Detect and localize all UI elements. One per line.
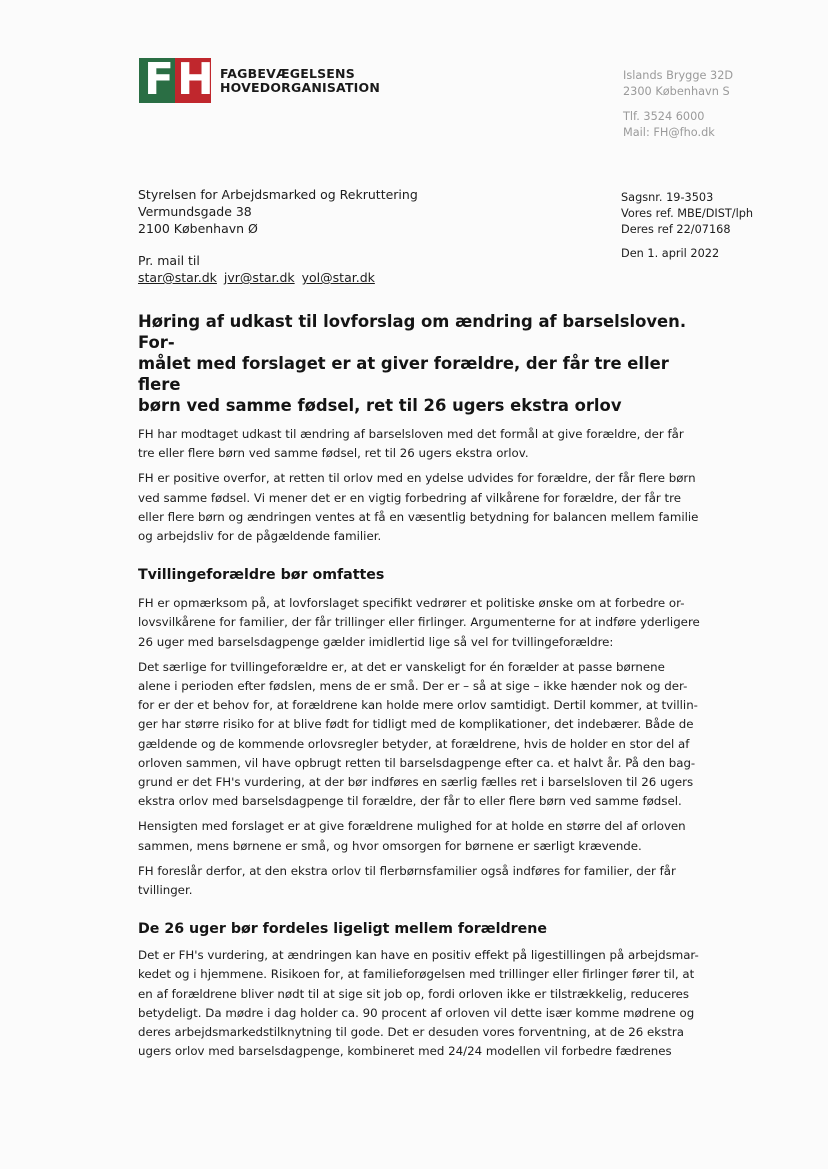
- sender-address: [623, 68, 733, 141]
- recipient-name: Styrelsen for Arbejdsmarked og Rekruttering: [138, 187, 418, 202]
- letter-body: [138, 311, 700, 1061]
- letter-date: Den 1. april 2022: [621, 247, 720, 260]
- document-title: Høring af udkast til lovforslag om ændring af barselsloven. For- målet med forslaget er at giver forældre, der får tre eller flere børn ved samme fødsel, ret til 26 ugers ekstra orlov: [138, 312, 687, 415]
- sender-mail: Mail: FH@fho.dk: [623, 126, 715, 139]
- section-heading-distribution: De 26 uger bør fordeles ligeligt mellem forældrene: [138, 921, 547, 938]
- recipient-address: [138, 186, 418, 286]
- recipient-emails: [138, 269, 418, 286]
- our-reference: Vores ref. MBE/DIST/lph: [621, 207, 754, 220]
- case-references: [621, 190, 753, 262]
- fh-logo-text: [220, 67, 380, 95]
- email-link-jvr[interactable]: jvr@star.dk: [223, 270, 295, 285]
- section2-paragraph-1: Det er FH's vurdering, at ændringen kan have en positiv effekt på ligestillingen på arbejdsmar- kedet og i hjemmene. Risikoen for, at familieforøgelsen med trillinger eller firlinger fører til, at en af forældrene bliver nødt til at sige sit job op, fordi orloven ikke er tilstrækkelig, reduceres betydeligt. Da mødre i dag holder ca. 90 procent af orloven vil dette især komme mødrene og deres arbejdsmarkedstilknytning til gode. Det er desuden vores forventning, at de 26 ekstra ugers orlov med barselsdagpenge, kombineret med 24/24 modellen vil forbedre fædrenes: [138, 948, 699, 1059]
- intro-paragraph-1: FH har modtaget udkast til ændring af barselsloven med det formål at give forældre, der får tre eller flere børn ved samme fødsel, ret til 26 ugers ekstra orlov.: [138, 427, 684, 461]
- fh-logo-mark: F H: [139, 58, 211, 103]
- email-link-star[interactable]: star@star.dk: [138, 270, 217, 285]
- sender-city: 2300 København S: [623, 85, 730, 98]
- section1-paragraph-4: FH foreslår derfor, at den ekstra orlov til flerbørnsfamilier også indføres for familier, der får tvillinger.: [138, 863, 676, 898]
- section-heading-twins: Tvillingeforældre bør omfattes: [138, 567, 385, 584]
- recipient-city: 2100 København Ø: [138, 221, 258, 236]
- case-number: Sagsnr. 19-3503: [621, 191, 714, 204]
- email-link-yol[interactable]: yol@star.dk: [301, 270, 375, 285]
- sender-phone: Tlf. 3524 6000: [623, 110, 705, 123]
- section1-paragraph-1: FH er opmærksom på, at lovforslaget specifikt vedrører et politiske ønske om at forbedre or- lovsvilkårene for familier, der får trillinger eller firlinger. Argumenterne for at indføre yderligere 26 uger med barselsdagpenge gælder imidlertid lige så vel for tvillingeforældre:: [138, 596, 700, 649]
- recipient-via: Pr. mail til: [138, 253, 200, 268]
- sender-street: Islands Brygge 32D: [623, 69, 734, 82]
- recipient-street: Vermundsgade 38: [138, 204, 252, 219]
- logo-line-2: HOVEDORGANISATION: [220, 79, 381, 95]
- section1-paragraph-2: Det særlige for tvillingeforældre er, at det er vanskeligt for én forælder at passe børnene alene i perioden efter fødslen, mens de er små. Der er – så at sige – ikke hænder nok og der- for er der et behov for, at forældrene kan holde mere orlov samtidigt. Dertil kommer, at tvillin- ger har større risiko for at blive født for tidligt med de komplikationer, det indebærer. Både de gældende og de kommende orlovsregler betyder, at forældrene, hvis de holder en stor del af orloven sammen, vil have opbrugt retten til barselsdagpenge efter ca. et halvt år. På den bag- grund er det FH's vurdering, at der bør indføres en særlig fælles ret i barselsloven til 26 ugers ekstra orlov med barselsdagpenge til forældre, der får to eller flere børn ved samme fødsel.: [138, 659, 698, 809]
- section1-paragraph-3: Hensigten med forslaget er at give forældrene mulighed for at holde en større del af orloven sammen, mens børnene er små, og hvor omsorgen for børnene er særligt krævende.: [138, 819, 686, 853]
- logo-line-1: FAGBEVÆGELSENS: [220, 65, 355, 81]
- fh-logo: [139, 54, 381, 105]
- their-reference: Deres ref 22/07168: [621, 223, 731, 236]
- intro-paragraph-2: FH er positive overfor, at retten til orlov med en ydelse udvides for forældre, der får flere børn ved samme fødsel. Vi mener det er en vigtig forbedring af vilkårene for forældre, der får tre eller flere børn og ændringen ventes at få en væsentlig betydning for balancen mellem familie og arbejdsliv for de pågældende familier.: [138, 471, 699, 544]
